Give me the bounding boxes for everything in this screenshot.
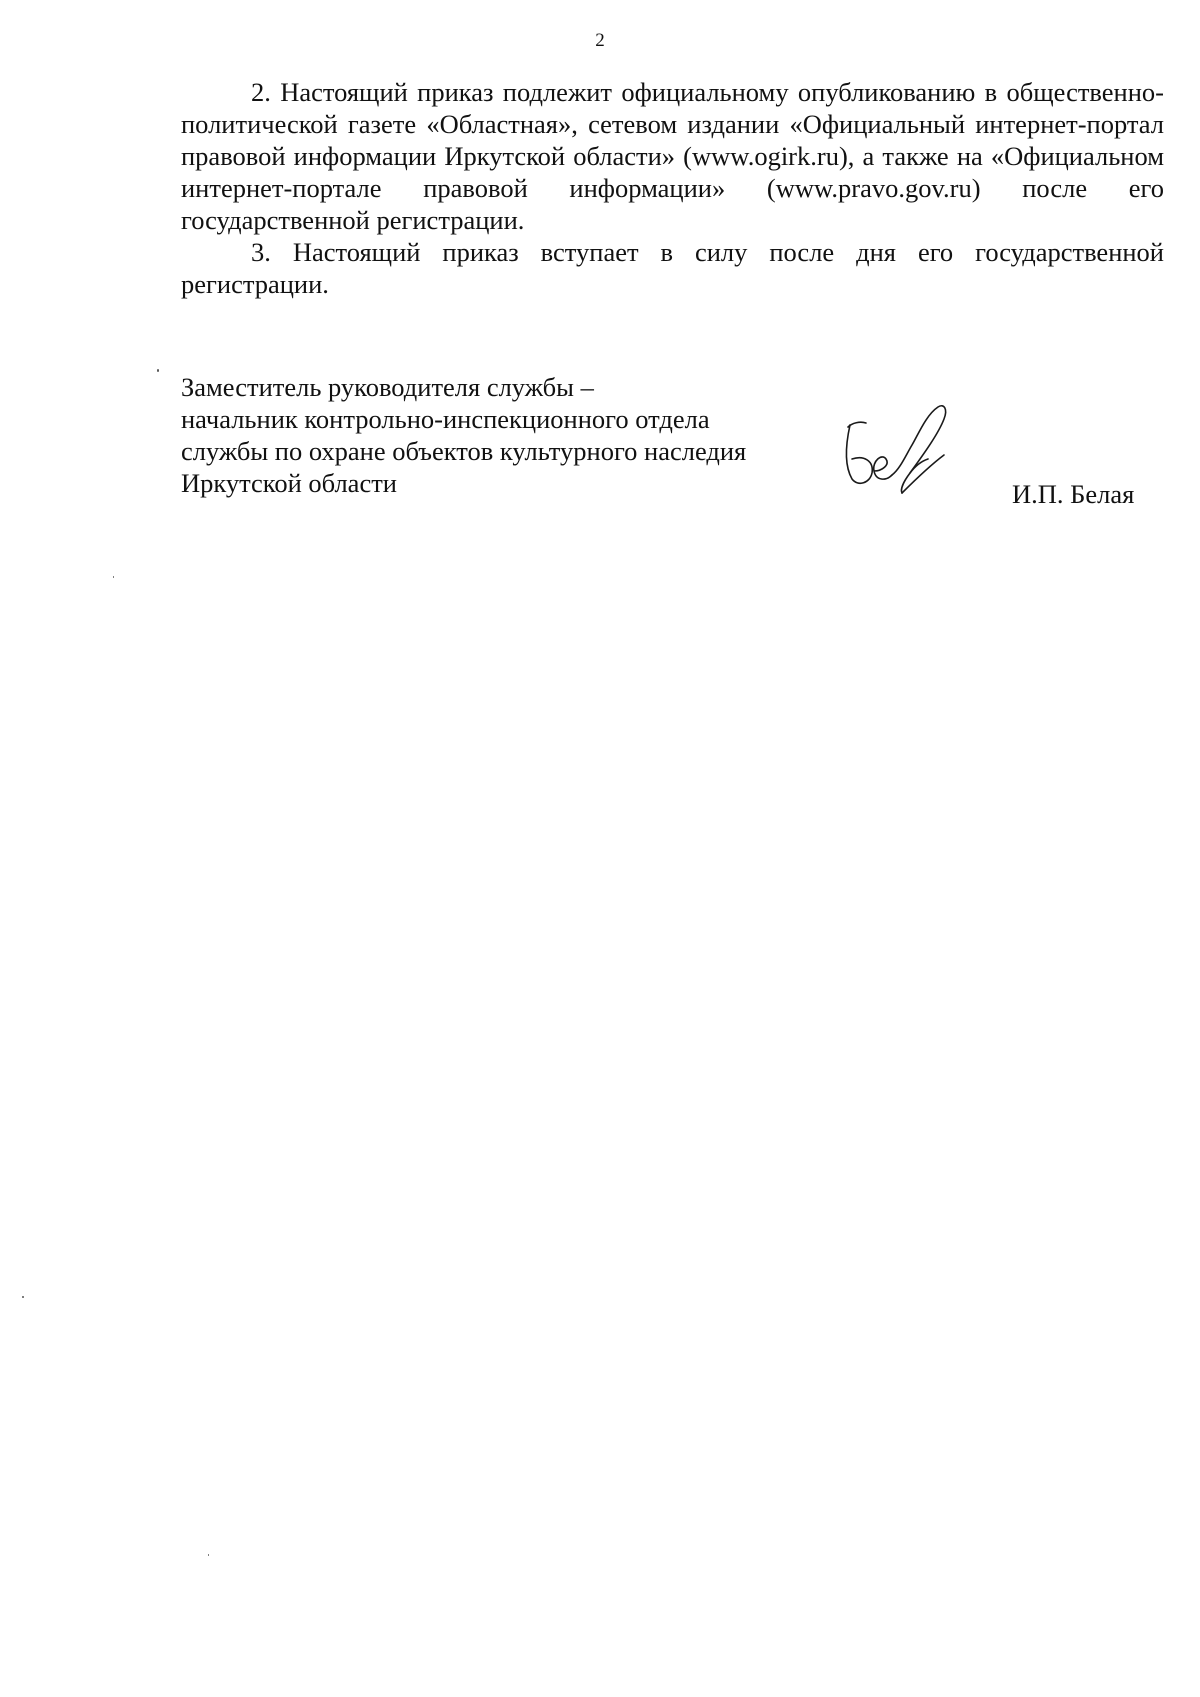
scan-speck bbox=[22, 1296, 24, 1298]
signatory-position-line: Иркутской области bbox=[181, 468, 397, 498]
scan-speck bbox=[208, 1554, 209, 1556]
signatory-name: И.П. Белая bbox=[1012, 479, 1135, 509]
signatory-position-line: службы по охране объектов культурного наследия bbox=[181, 436, 747, 466]
handwritten-signature bbox=[840, 395, 970, 505]
paragraph-effective-date: 3. Настоящий приказ вступает в силу после дня его государственной регистрации. bbox=[181, 237, 1164, 299]
paragraph-publication: 2. Настоящий приказ подлежит официальному опубликованию в общественно-политической газете «Областная», сетевом издании «Официальный интернет-портал правовой информации Иркутской области» (www.ogirk.ru), а также на «Официальном интернет-портале правовой информации» (www.pravo.gov.ru) после его государственной регистрации. bbox=[181, 77, 1164, 235]
page-number: 2 bbox=[595, 30, 605, 51]
signatory-position-line: Заместитель руководителя службы – bbox=[181, 372, 594, 402]
scan-speck bbox=[157, 369, 159, 372]
signatory-position bbox=[181, 371, 746, 499]
scan-speck bbox=[113, 576, 114, 578]
document-body bbox=[181, 76, 1164, 300]
signatory-position-line: начальник контрольно-инспекционного отдела bbox=[181, 404, 710, 434]
